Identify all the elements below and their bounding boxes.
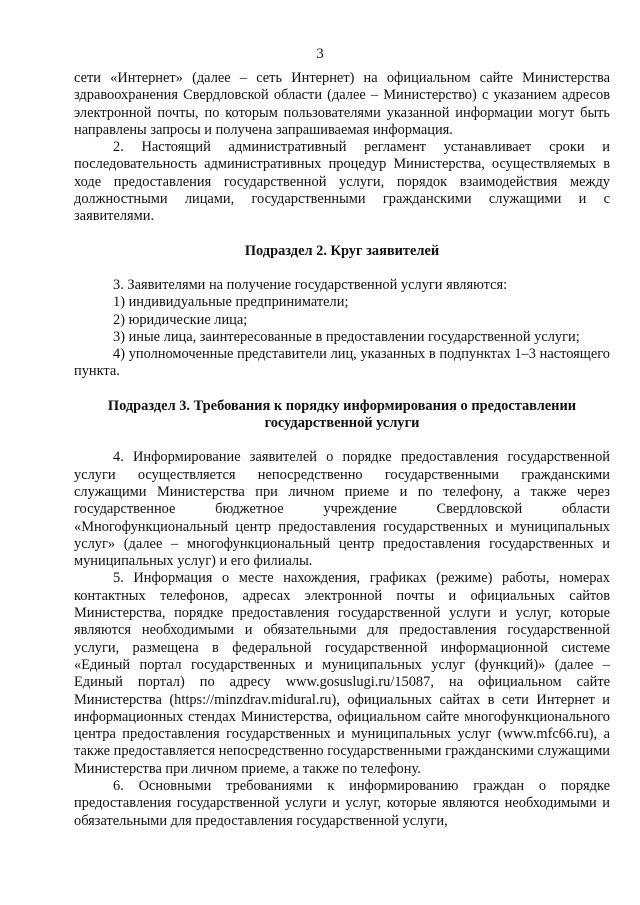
applicant-item-3: 3) иные лица, заинтересованные в предоставлении государственной услуги; — [113, 328, 580, 345]
paragraph-4: 4. Информирование заявителей о порядке предоставления государственной услуги осуществляется непосредственно государственными гражданскими служащими Министерства при личном приеме и по телефону, а также через государственное бюджетное учреждение Свердловской области «Многофункциональный центр предоставления государственных и муниципальных услуг» (далее – многофункциональный центр предоставления государственных и муниципальных услуг) и его филиалы. — [74, 449, 610, 570]
paragraph-3: 3. Заявителями на получение государственной услуги являются: — [113, 276, 508, 293]
paragraph-5: 5. Информация о месте нахождения, графиках (режиме) работы, номерах контактных телефонов, адресах электронной почты и официальных сайтов Министерства, порядке предоставления государственной услуги и услуг, которые являются необходимыми и обязательными для предоставления государственной услуги, размещена в федеральной государственной информационной системе «Единый портал государственных и муниципальных услуг (функций)» (далее – Единый портал) по адресу www.gosuslugi.ru/15087, на официальном сайте Министерства (https://minzdrav.midural.ru), официальных сайтах в сети Интернет и информационных стендах Министерства, официальном сайте многофункционального центра предоставления государственных и муниципальных услуг (www.mfc66.ru), а также предоставляется непосредственно государственными гражданскими служащими Министерства при личном приеме, а также по телефону. — [74, 570, 610, 777]
document-body — [74, 70, 610, 830]
intro-paragraph: сети «Интернет» (далее – сеть Интернет) на официальном сайте Министерства здравоохранения Свердловской области (далее – Министерство) с указанием адресов электронной почты, по которым пользователями указанной информации могут быть направлены запросы и получена запрашиваемая информация. — [74, 70, 610, 138]
applicant-item-2: 2) юридические лица; — [113, 311, 248, 328]
paragraph-2: 2. Настоящий административный регламент устанавливает сроки и последовательность административных процедур Министерства, осуществляемых в ходе предоставления государственной услуги, порядок взаимодействия между должностными лицами, государственными гражданскими служащими и с заявителями. — [74, 139, 610, 225]
subsection-2-heading: Подраздел 2. Круг заявителей — [244, 242, 440, 259]
applicant-item-4: 4) уполномоченные представители лиц, указанных в подпунктах 1–3 настоящего пункта. — [74, 346, 610, 380]
paragraph-6: 6. Основными требованиями к информированию граждан о порядке предоставления государственной услуги и услуг, которые являются необходимыми и обязательными для предоставления государственной услуги, — [74, 777, 610, 829]
applicant-item-1: 1) индивидуальные предприниматели; — [113, 294, 349, 311]
page-number: 3 — [316, 46, 324, 62]
subsection-3-heading: Подраздел 3. Требования к порядку информирования о предоставлении государственной услуги — [107, 397, 577, 432]
